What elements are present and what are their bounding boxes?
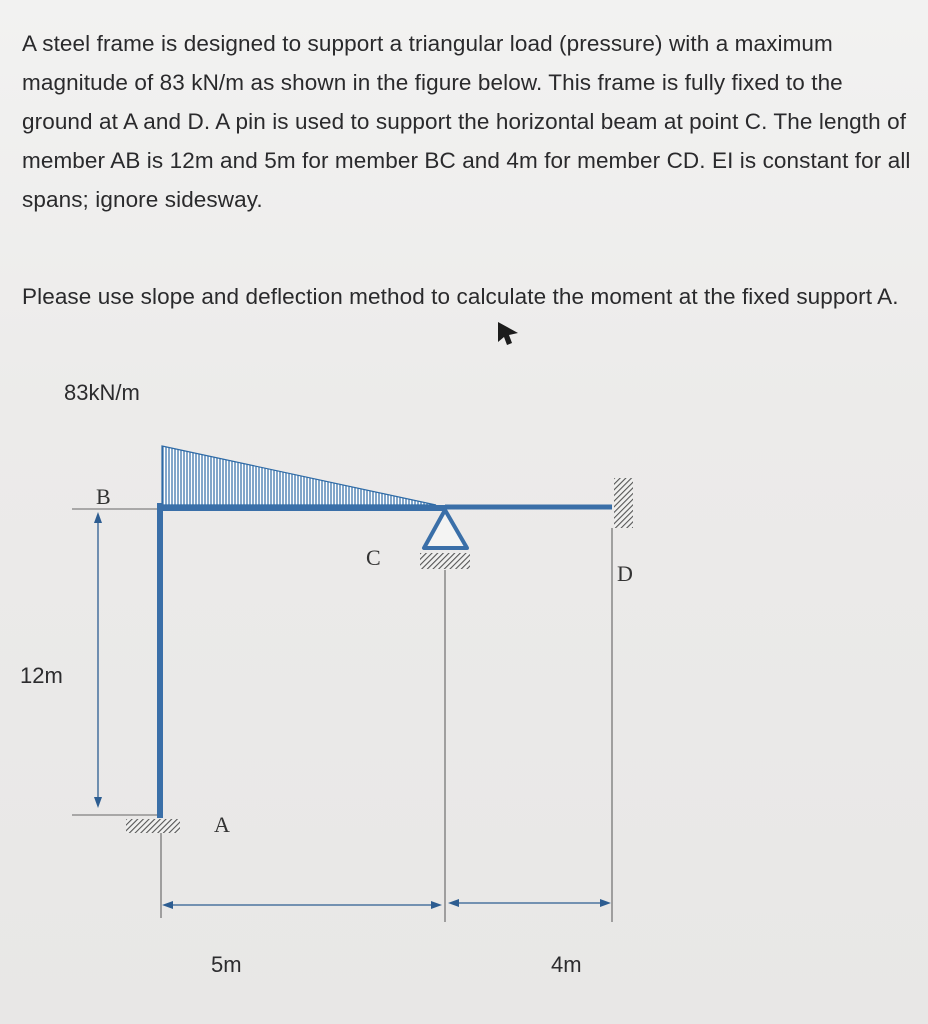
load-label: 83kN/m	[64, 380, 140, 405]
dim-arrow-up	[94, 512, 102, 523]
problem-paragraph-2: Please use slope and deflection method to calculate the moment at the fixed support A.	[22, 284, 899, 309]
problem-paragraph-1: A steel frame is designed to support a triangular load (pressure) with a maximum magnitude of 83 kN/m as shown in the figure below. This frame is fully fixed to the ground at A and D. A pin is used to support the horizontal beam at point C. The length of member AB is 12m and 5m for member BC and 4m for member CD. EI is constant for all spans; ignore sidesway.	[22, 31, 911, 212]
dim-label-ab: 12m	[20, 663, 63, 688]
dim-arrow-down	[94, 797, 102, 808]
pin-support-c	[424, 510, 467, 548]
node-label-d: D	[617, 561, 633, 586]
dim-arrow-bc-right	[431, 901, 442, 909]
mouse-cursor-icon	[498, 322, 518, 345]
node-label-c: C	[366, 545, 381, 570]
node-label-a: A	[214, 812, 230, 837]
pin-base-hatch	[420, 553, 470, 569]
dim-label-cd: 4m	[551, 952, 582, 977]
triangular-load	[162, 446, 436, 505]
dim-arrow-cd-right	[600, 899, 611, 907]
dim-arrow-cd-left	[448, 899, 459, 907]
dim-arrow-bc-left	[162, 901, 173, 909]
node-label-b: B	[96, 484, 111, 509]
fixed-support-a	[126, 819, 180, 833]
dim-label-bc: 5m	[211, 952, 242, 977]
fixed-support-d	[614, 478, 633, 528]
